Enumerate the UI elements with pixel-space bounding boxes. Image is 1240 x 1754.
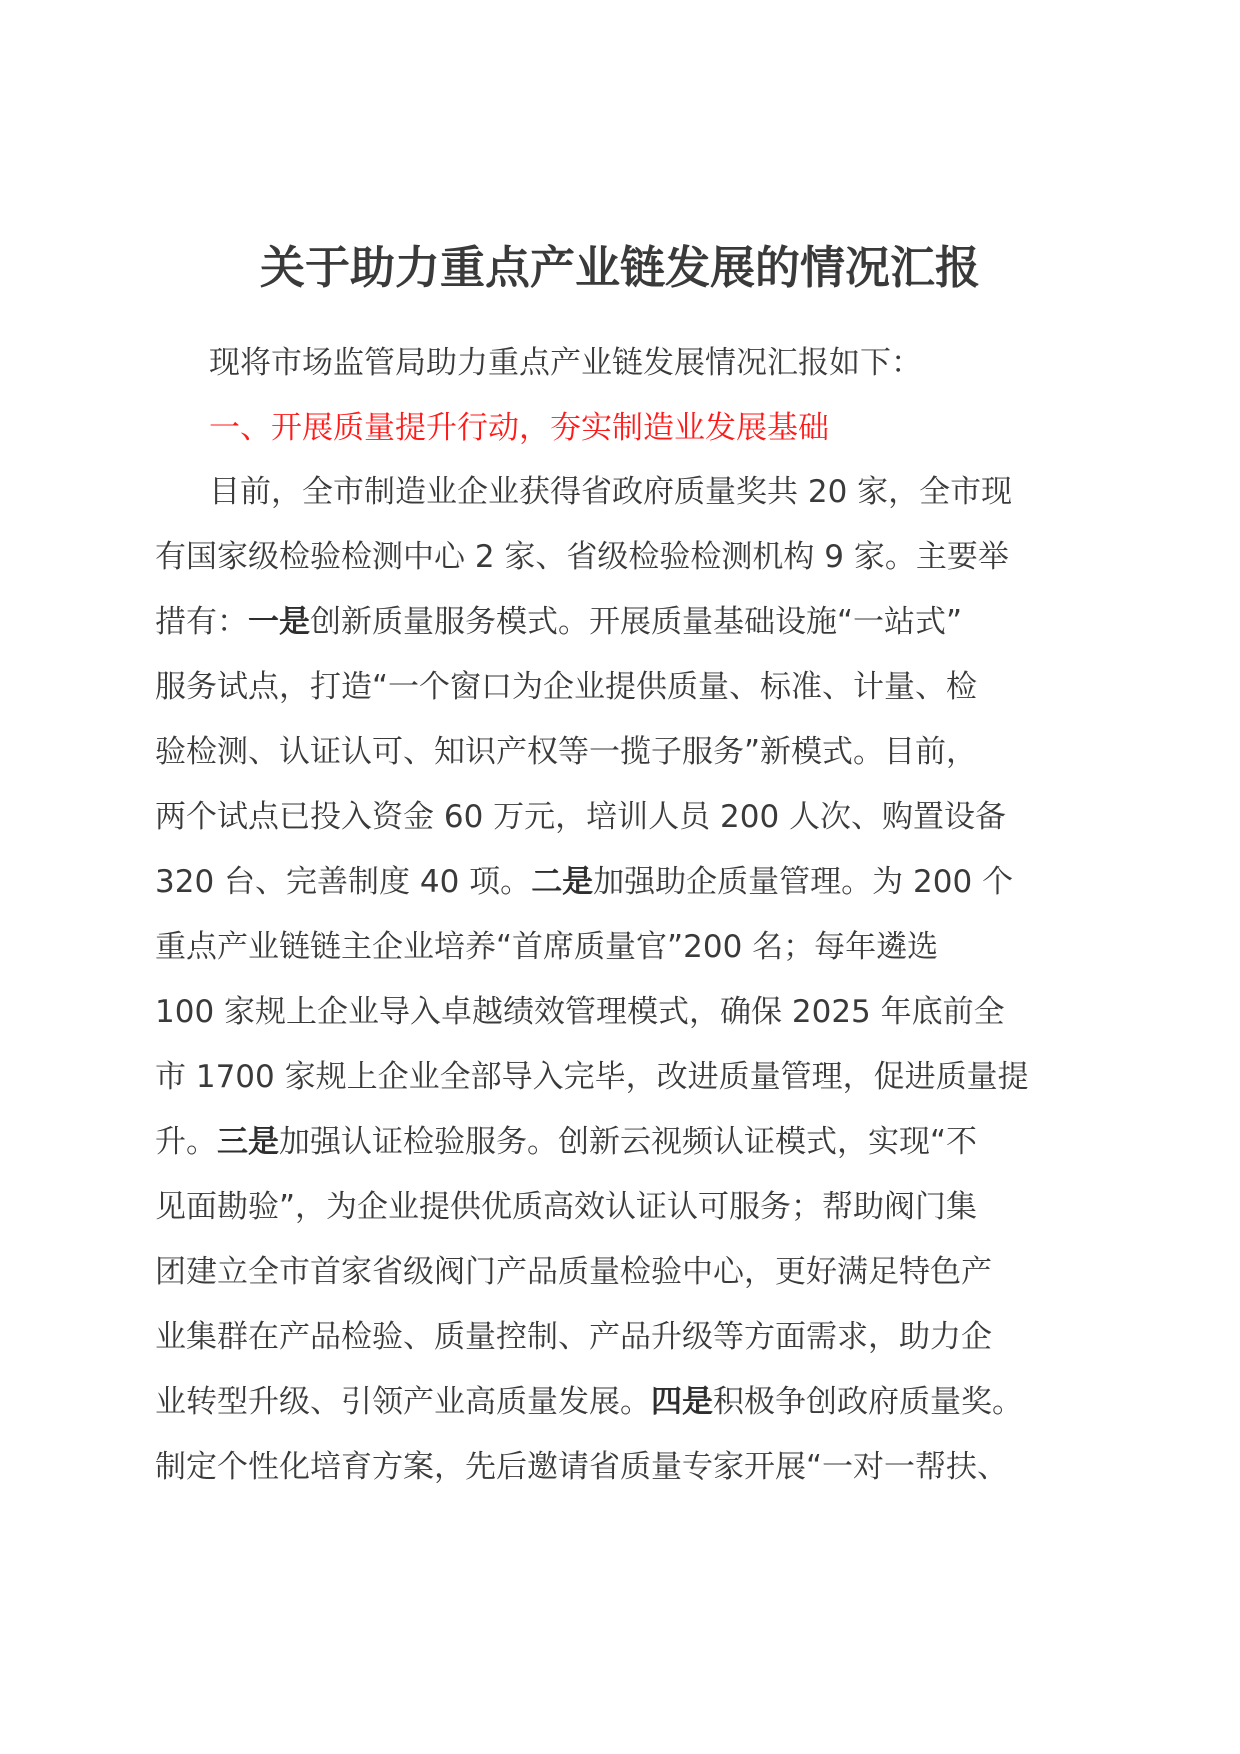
line-text: 服务试点，打造“一个窗口为企业提供质量、标准、计量、检 [155,669,978,705]
paragraph-line [155,602,962,642]
line-text: 100 家规上企业导入卓越绩效管理模式，确保 2025 年底前全 [155,994,1005,1030]
line-text: 见面勘验”，为企业提供优质高效认证认可服务；帮助阀门集 [155,1189,978,1225]
line-text: 加强认证检验服务。创新云视频认证模式，实现“不 [279,1124,978,1160]
paragraph-line [155,1447,1008,1487]
line-text: 有国家级检验检测中心 2 家、省级检验检测机构 9 家。主要举 [155,539,1009,575]
line-text: 创新质量服务模式。开展质量基础设施“一站式” [310,604,963,640]
line-text: 业转型升级、引领产业高质量发展。 [155,1384,651,1420]
line-text: 团建立全市首家省级阀门产品质量检验中心，更好满足特色产 [155,1254,992,1290]
line-text: 措有： [155,604,248,640]
line-text: 加强助企质量管理。为 200 个 [593,864,1014,900]
line-text: 市 1700 家规上企业全部导入完毕，改进质量管理，促进质量提 [155,1059,1029,1095]
bold-keyword: 二是 [531,864,594,900]
bold-keyword: 四是 [651,1384,713,1420]
line-text: 业集群在产品检验、质量控制、产品升级等方面需求，助力企 [155,1319,992,1355]
paragraph-line [155,537,1009,577]
bold-keyword: 一是 [248,604,310,640]
paragraph-line [155,667,977,707]
paragraph-line [155,927,938,967]
paragraph-line [155,1122,977,1162]
paragraph-line [155,732,977,772]
bold-keyword: 三是 [217,1124,279,1160]
intro-paragraph: 现将市场监管局助力重点产业链发展情况汇报如下： [209,345,922,381]
line-text: 升。 [155,1124,217,1160]
section-heading: 一、开展质量提升行动，夯实制造业发展基础 [209,410,829,446]
paragraph-line [155,862,1013,902]
paragraph-line [155,1382,1023,1422]
document-title: 关于助力重点产业链发展的情况汇报 [259,241,980,294]
line-text: 320 台、完善制度 40 项。 [155,864,532,900]
line-text: 目前，全市制造业企业获得省政府质量奖共 20 家，全市现 [209,474,1013,510]
line-text: 重点产业链链主企业培养“首席质量官”200 名；每年遴选 [155,929,939,965]
paragraph-line [155,1317,992,1357]
paragraph-line [155,1187,977,1227]
paragraph-line [155,1057,1029,1097]
line-text: 两个试点已投入资金 60 万元，培训人员 200 人次、购置设备 [155,799,1007,835]
line-text: 制定个性化培育方案，先后邀请省质量专家开展“一对一帮扶、 [155,1449,1009,1485]
paragraph-line [155,797,1006,837]
paragraph-line [155,1252,992,1292]
paragraph-line [155,992,1005,1032]
paragraph-line [209,472,1012,512]
line-text: 验检测、认证认可、知识产权等一揽子服务”新模式。目前， [155,734,978,770]
line-text: 积极争创政府质量奖。 [713,1384,1023,1420]
